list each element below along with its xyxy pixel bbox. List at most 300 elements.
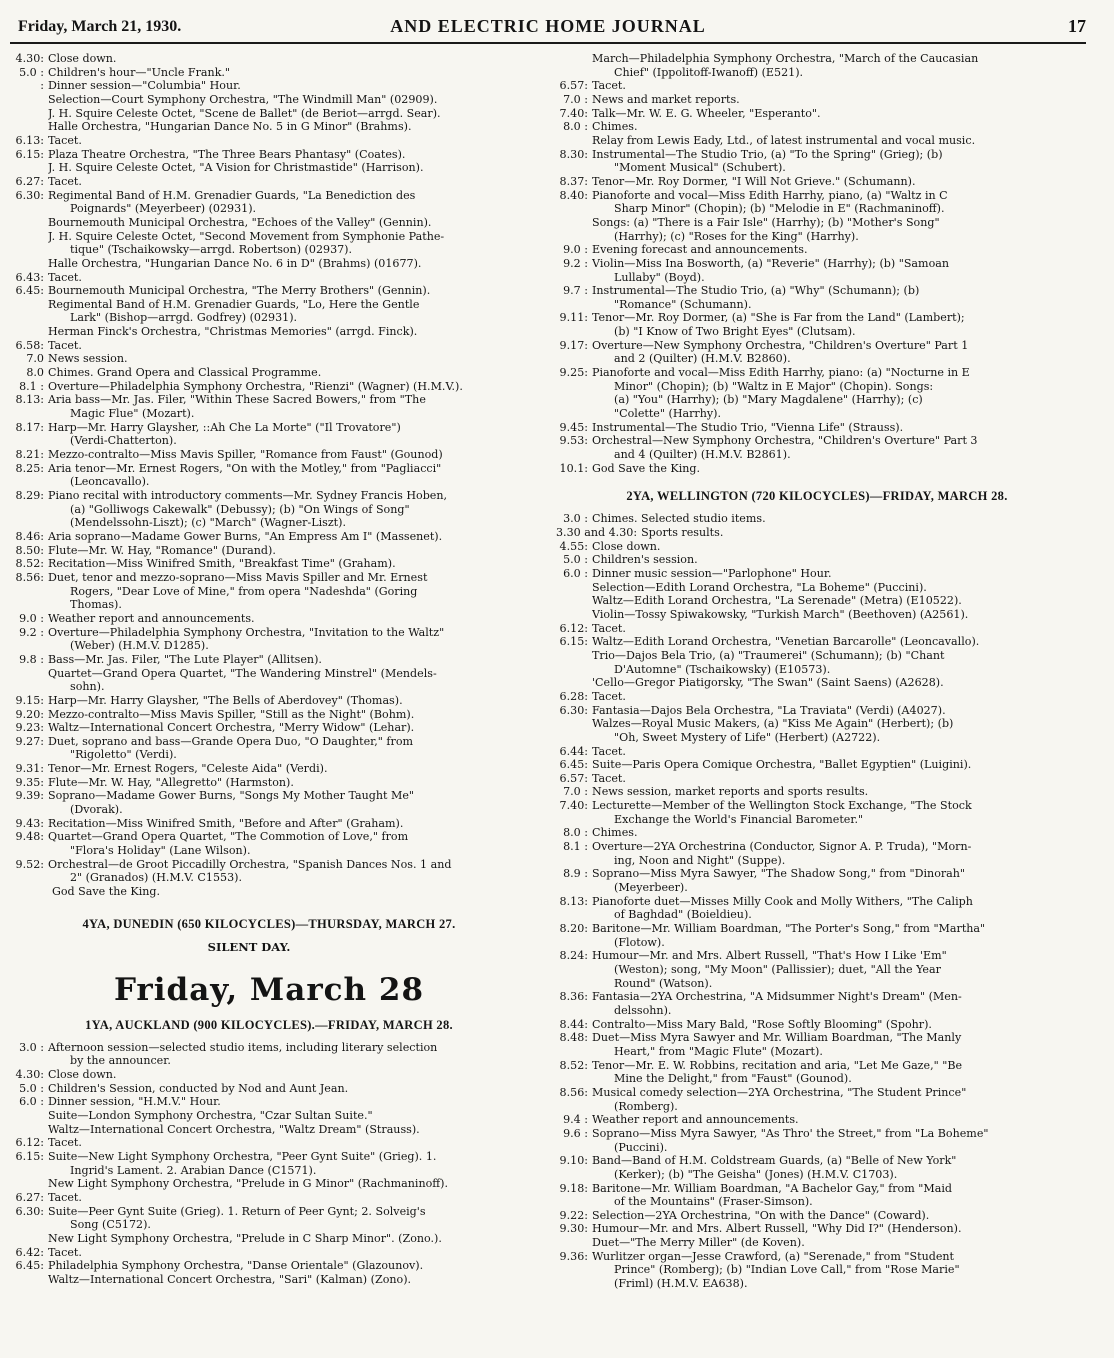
- entry-time: 6.30:: [559, 703, 588, 717]
- entry-time: 6.27:: [15, 1190, 44, 1204]
- entry-text: [592, 366, 1086, 421]
- schedule-entry: [4, 271, 534, 285]
- entry-time: 8.56:: [559, 1085, 588, 1099]
- schedule-entry: [4, 284, 534, 339]
- schedule-entry: [548, 189, 1086, 244]
- schedule-entry: [4, 366, 534, 380]
- schedule-entry: [548, 1154, 1086, 1181]
- entry-time: 5.0 :: [563, 553, 588, 567]
- schedule-entry: [548, 622, 1086, 636]
- entry-line: Heart," from "Magic Flute" (Mozart).: [614, 1044, 823, 1058]
- entry-time: 6.57:: [559, 771, 588, 785]
- entry-line: Chimes.: [592, 826, 638, 840]
- entry-text: [48, 1150, 534, 1191]
- schedule-entry: [548, 949, 1086, 990]
- entry-line: Harp—Mr. Harry Glaysher, "The Bells of Aberdovey" (Thomas).: [48, 693, 403, 707]
- schedule-entry: [4, 489, 534, 530]
- entry-line: Songs: (a) "There is a Fair Isle" (Harrhy); (b) "Mother's Song": [592, 215, 940, 229]
- entry-time: 9.35:: [15, 775, 44, 789]
- entry-text: [592, 785, 1086, 799]
- entry-text: [48, 284, 534, 339]
- entry-line: Suite—Peer Gynt Suite (Grieg). 1. Return of Peer Gynt; 2. Solveig's: [48, 1204, 426, 1218]
- entry-time: 9.10:: [559, 1154, 588, 1168]
- schedule-entry: [548, 1127, 1086, 1154]
- entry-line: Waltz—International Concert Orchestra, "Merry Widow" (Lehar).: [48, 721, 415, 735]
- entry-time: [548, 52, 592, 79]
- entry-time: 8.52:: [15, 557, 44, 571]
- entry-text: [592, 622, 1086, 636]
- wellington-program: [548, 512, 1086, 1290]
- entry-line: Lark" (Bishop—arrgd. Godfrey) (02931).: [70, 311, 298, 325]
- entry-line: Afternoon session—selected studio items, including literary selection: [48, 1040, 438, 1054]
- entry-text: [592, 690, 1086, 704]
- schedule-entry: [4, 134, 534, 148]
- entry-line: Chimes.: [592, 120, 638, 134]
- entry-text: [592, 826, 1086, 840]
- entry-time: 9.23:: [15, 721, 44, 735]
- entry-time: 6.12:: [559, 621, 588, 635]
- header-title: AND ELECTRIC HOME JOURNAL: [390, 16, 706, 36]
- entry-text: [592, 1182, 1086, 1209]
- entry-line: Lullaby" (Boyd).: [614, 270, 705, 284]
- entry-time: 9.48:: [15, 830, 44, 844]
- entry-time: 7.0 :: [563, 92, 588, 106]
- entry-time: 6.0 :: [19, 1095, 44, 1109]
- entry-time: 9.27:: [15, 734, 44, 748]
- entry-line: (Dvorak).: [70, 803, 123, 817]
- entry-time: 8.52:: [559, 1058, 588, 1072]
- entry-text: [48, 571, 534, 612]
- entry-time: 6.57:: [559, 79, 588, 93]
- entry-line: News and market reports.: [592, 92, 740, 106]
- entry-line: Recitation—Miss Winifred Smith, "Before and After" (Graham).: [48, 816, 404, 830]
- schedule-entry: [4, 380, 534, 394]
- schedule-entry: [4, 830, 534, 857]
- entry-time: 9.15:: [15, 693, 44, 707]
- entry-line: Ingrid's Lament. 2. Arabian Dance (C1571).: [70, 1163, 317, 1177]
- entry-time: 6.15:: [15, 1149, 44, 1163]
- entry-line: (Verdi-Chatterton).: [70, 434, 177, 448]
- entry-time: 9.17:: [559, 338, 588, 352]
- entry-line: Children's Session, conducted by Nod and Aunt Jean.: [48, 1081, 349, 1095]
- entry-time: 8.29:: [15, 489, 44, 502]
- entry-time: 9.53:: [559, 434, 588, 448]
- entry-text: [592, 243, 1086, 257]
- entry-text: [48, 189, 534, 271]
- schedule-entry: [4, 1205, 534, 1246]
- entry-line: Poignards" (Meyerbeer) (02931).: [70, 202, 257, 216]
- schedule-entry: [548, 120, 1086, 147]
- entry-line: Weather report and announcements.: [592, 1113, 799, 1127]
- entry-line: Aria soprano—Madame Gower Burns, "An Empress Am I" (Massenet).: [48, 529, 443, 543]
- entry-line: Regimental Band of H.M. Grenadier Guards, "La Benediction des: [48, 188, 416, 202]
- schedule-entry: [548, 512, 1086, 526]
- entry-time: 8.36:: [559, 990, 588, 1004]
- entry-text: [48, 52, 534, 66]
- entry-text: [592, 120, 1086, 147]
- entry-time: 7.40:: [559, 106, 588, 120]
- schedule-entry: [548, 1250, 1086, 1291]
- schedule-entry: [548, 1182, 1086, 1209]
- schedule-entry: [4, 462, 534, 489]
- schedule-entry: [4, 189, 534, 271]
- entry-line: Close down.: [592, 539, 661, 553]
- entry-line: Soprano—Miss Myra Sawyer, "The Shadow Song," from "Dinorah": [592, 867, 966, 881]
- entry-line: Bournemouth Municipal Orchestra, "The Merry Brothers" (Gennin).: [48, 284, 431, 298]
- schedule-entry: [548, 704, 1086, 745]
- schedule-entry: [4, 1259, 534, 1286]
- entry-time: 6.12:: [15, 1136, 44, 1150]
- schedule-entry: [548, 922, 1086, 949]
- entry-text: [48, 1041, 534, 1068]
- entry-text: [592, 257, 1086, 284]
- entry-text: [48, 66, 534, 80]
- schedule-entry: [4, 530, 534, 544]
- entry-line: Trio—Dajos Bela Trio, (a) "Traumerei" (Schumann); (b) "Chant: [592, 648, 945, 662]
- entry-text: [48, 858, 534, 885]
- entry-line: Piano recital with introductory comments—Mr. Sydney Francis Hoben,: [48, 489, 448, 502]
- entry-line: "Moment Musical" (Schubert).: [614, 161, 786, 175]
- entry-line: Soprano—Miss Myra Sawyer, "As Thro' the Street," from "La Boheme": [592, 1126, 989, 1140]
- schedule-entry: [4, 1095, 534, 1136]
- entry-time: 9.8 :: [19, 652, 44, 666]
- entry-text: [592, 93, 1086, 107]
- schedule-entry: [4, 571, 534, 612]
- entry-time: 6.45:: [15, 1259, 44, 1273]
- entry-time: 8.0: [26, 366, 44, 380]
- entry-line: Flute—Mr. W. Hay, "Romance" (Durand).: [48, 543, 276, 557]
- entry-text: [48, 1259, 534, 1286]
- schedule-entry: [548, 758, 1086, 772]
- entry-time: 6.58:: [15, 338, 44, 352]
- entry-line: Tenor—Mr. Roy Dormer, "I Will Not Grieve." (Schumann).: [592, 174, 916, 188]
- entry-text: [592, 512, 1086, 526]
- entry-line: Baritone—Mr. William Boardman, "A Bachelor Gay," from "Maid: [592, 1181, 952, 1195]
- schedule-entry: [548, 93, 1086, 107]
- entry-line: Tacet.: [48, 133, 82, 147]
- entry-time: 9.4 :: [563, 1113, 588, 1127]
- entry-text: [48, 735, 534, 762]
- entry-line: Waltz—International Concert Orchestra, "Waltz Dream" (Strauss).: [48, 1122, 420, 1136]
- entry-line: of Baghdad" (Boieldieu).: [614, 908, 752, 922]
- entry-line: Selection—Edith Lorand Orchestra, "La Boheme" (Puccini).: [592, 580, 927, 594]
- entry-time: 4.30:: [15, 52, 44, 65]
- entry-line: Prince" (Romberg); (b) "Indian Love Call," from "Rose Marie": [614, 1263, 960, 1277]
- entry-line: (Meyerbeer).: [614, 881, 688, 895]
- entry-text: [592, 567, 1086, 622]
- entry-time: 6.15:: [15, 147, 44, 161]
- entry-line: Duet—Miss Myra Sawyer and Mr. William Boardman, "The Manly: [592, 1031, 962, 1045]
- entry-time: 9.39:: [15, 789, 44, 803]
- entry-text: [592, 922, 1086, 949]
- entry-time: 9.45:: [559, 420, 588, 434]
- entry-line: Quartet—Grand Opera Quartet, "The Wandering Minstrel" (Mendels-: [48, 666, 437, 680]
- entry-line: Tacet.: [48, 338, 82, 352]
- entry-time: 6.42:: [15, 1245, 44, 1259]
- entry-text: [592, 745, 1086, 759]
- entry-line: (Romberg).: [614, 1099, 678, 1113]
- entry-time: 6.27:: [15, 174, 44, 188]
- schedule-entry: [4, 1246, 534, 1260]
- entry-text: [592, 840, 1086, 867]
- entry-line: News session.: [48, 352, 128, 366]
- entry-text: [48, 339, 534, 353]
- schedule-entry: [548, 567, 1086, 622]
- entry-text: [592, 52, 1086, 79]
- entry-line: Suite—New Light Symphony Orchestra, "Peer Gynt Suite" (Grieg). 1.: [48, 1149, 437, 1163]
- entry-line: Bass—Mr. Jas. Filer, "The Lute Player" (Allitsen).: [48, 652, 322, 666]
- entry-line: "Romance" (Schumann).: [614, 297, 752, 311]
- entry-time: 9.22:: [559, 1208, 588, 1222]
- entry-time: :: [40, 79, 44, 93]
- entry-line: Talk—Mr. W. E. G. Wheeler, "Esperanto".: [592, 106, 821, 120]
- entry-time: 9.52:: [15, 857, 44, 871]
- entry-text: [48, 366, 534, 380]
- schedule-entry: [548, 1059, 1086, 1086]
- entry-line: Tacet.: [48, 1136, 82, 1150]
- entry-text: [592, 867, 1086, 894]
- entry-text: [48, 557, 534, 571]
- entry-text: [592, 799, 1086, 826]
- entry-line: Sports results.: [641, 526, 724, 539]
- schedule-entry: [548, 462, 1086, 476]
- entry-line: Dinner music session—"Parlophone" Hour.: [592, 566, 832, 580]
- left-column: [4, 52, 534, 1287]
- entry-time: 8.9 :: [563, 867, 588, 881]
- entry-line: "Oh, Sweet Mystery of Life" (Herbert) (A2722).: [614, 730, 881, 744]
- christchurch-program-continued: [4, 52, 534, 885]
- entry-line: Plaza Theatre Orchestra, "The Three Bears Phantasy" (Coates).: [48, 147, 406, 161]
- schedule-entry: [4, 52, 534, 66]
- right-column: [548, 52, 1086, 1291]
- entry-time: 9.31:: [15, 762, 44, 776]
- entry-line: Waltz—International Concert Orchestra, "Sari" (Kalman) (Zono).: [48, 1272, 412, 1286]
- schedule-entry: [4, 1041, 534, 1068]
- entry-line: Humour—Mr. and Mrs. Albert Russell, "Why Did I?" (Henderson).: [592, 1222, 962, 1236]
- entry-line: sohn).: [70, 680, 105, 694]
- entry-time: 8.21:: [15, 448, 44, 462]
- entry-text: [48, 530, 534, 544]
- entry-text: [592, 339, 1086, 366]
- entry-time: 8.56:: [15, 570, 44, 584]
- auckland-program-continued: [548, 52, 1086, 475]
- entry-line: Fantasia—Dajos Bela Orchestra, "La Traviata" (Verdi) (A4027).: [592, 703, 946, 717]
- entry-time: 6.44:: [559, 744, 588, 758]
- entry-time: 8.0 :: [563, 826, 588, 840]
- entry-line: Close down.: [48, 52, 117, 65]
- entry-text: [48, 175, 534, 189]
- entry-text: [592, 553, 1086, 567]
- entry-line: Tenor—Mr. Roy Dormer, (a) "She is Far from the Land" (Lambert);: [592, 311, 965, 325]
- entry-text: [48, 448, 534, 462]
- schedule-entry: [548, 257, 1086, 284]
- schedule-entry: [548, 990, 1086, 1017]
- entry-text: [592, 175, 1086, 189]
- entry-time: 9.0 :: [19, 611, 44, 625]
- god-save-the-king: God Save the King.: [52, 885, 161, 899]
- entry-time: 6.43:: [15, 270, 44, 284]
- schedule-entry: [548, 311, 1086, 338]
- entry-line: Relay from Lewis Eady, Ltd., of latest instrumental and vocal music.: [592, 133, 976, 147]
- entry-line: (a) "You" (Harrhy); (b) "Mary Magdalene" (Harrhy); (c): [614, 393, 923, 407]
- entry-line: (Friml) (H.M.V. EA638).: [614, 1277, 748, 1291]
- friday-heading: Friday, March 28: [113, 971, 425, 1008]
- schedule-entry: [548, 284, 1086, 311]
- schedule-entry: [548, 799, 1086, 826]
- entry-line: Pianoforte duet—Misses Milly Cook and Molly Withers, "The Caliph: [592, 894, 973, 908]
- entry-line: Tacet.: [592, 689, 626, 703]
- entry-line: (Mendelssohn-Liszt); (c) "March" (Wagner-Liszt).: [70, 516, 346, 530]
- entry-text: [48, 393, 534, 420]
- entry-text: [592, 1018, 1086, 1032]
- entry-line: Bournemouth Municipal Orchestra, "Echoes of the Valley" (Gennin).: [48, 215, 432, 229]
- entry-text: [592, 1031, 1086, 1058]
- entry-line: "Colette" (Harrhy).: [614, 407, 721, 421]
- entry-line: God Save the King.: [592, 461, 701, 475]
- schedule-entry: [4, 66, 534, 80]
- entry-line: March—Philadelphia Symphony Orchestra, "March of the Caucasian: [592, 52, 979, 65]
- entry-time: 8.13:: [559, 894, 588, 908]
- entry-time: 6.13:: [15, 133, 44, 147]
- entry-line: Children's session.: [592, 553, 698, 567]
- entry-line: Selection—2YA Orchestrina, "On with the Dance" (Coward).: [592, 1208, 930, 1222]
- entry-text: [48, 1082, 534, 1096]
- silent-day: SILENT DAY.: [207, 939, 291, 954]
- entry-line: of the Mountains" (Fraser-Simson).: [614, 1195, 813, 1209]
- entry-time: 4.55:: [559, 539, 588, 553]
- entry-line: Mezzo-contralto—Miss Mavis Spiller, "Romance from Faust" (Gounod): [48, 448, 443, 462]
- entry-text: [592, 148, 1086, 175]
- entry-text: [48, 148, 534, 175]
- entry-line: Tacet.: [48, 174, 82, 188]
- entry-line: New Light Symphony Orchestra, "Prelude in G Minor" (Rachmaninoff).: [48, 1177, 449, 1191]
- entry-line: Minor" (Chopin); (b) "Waltz in E Major" (Chopin). Songs:: [614, 379, 934, 393]
- entry-line: ing, Noon and Night" (Suppe).: [614, 853, 786, 867]
- entry-line: Tenor—Mr. E. W. Robbins, recitation and aria, "Let Me Gaze," "Be: [592, 1058, 963, 1072]
- entry-line: Dinner session, "H.M.V." Hour.: [48, 1095, 221, 1109]
- schedule-entry: [548, 785, 1086, 799]
- schedule-entry: [548, 1018, 1086, 1032]
- entry-text: [592, 772, 1086, 786]
- entry-line: Tenor—Mr. Ernest Rogers, "Celeste Aida" (Verdi).: [48, 762, 328, 776]
- entry-line: Waltz—Edith Lorand Orchestra, "Venetian Barcarolle" (Leoncavallo).: [592, 635, 980, 649]
- entry-text: [592, 434, 1086, 461]
- entry-line: and 2 (Quilter) (H.M.V. B2860).: [614, 352, 791, 366]
- entry-line: Overture—Philadelphia Symphony Orchestra, "Rienzi" (Wagner) (H.M.V.).: [48, 379, 463, 393]
- entry-text: [48, 352, 534, 366]
- entry-line: Overture—Philadelphia Symphony Orchestra, "Invitation to the Waltz": [48, 625, 445, 639]
- entry-line: (Leoncavallo).: [70, 475, 150, 489]
- entry-text: [592, 758, 1086, 772]
- entry-text: [48, 789, 534, 816]
- entry-text: [592, 704, 1086, 745]
- schedule-entry: [548, 1209, 1086, 1223]
- entry-time: 8.46:: [15, 529, 44, 543]
- entry-time: 8.1 :: [19, 379, 44, 393]
- entry-text: [48, 134, 534, 148]
- page-number: 17: [1068, 16, 1086, 36]
- entry-line: D'Automne" (Tschaikowsky) (E10573).: [614, 662, 831, 676]
- entry-text: [592, 79, 1086, 93]
- auckland-heading: 1YA, AUCKLAND (900 KILOCYCLES).—FRIDAY, MARCH 28.: [85, 1017, 453, 1032]
- entry-line: Song (C5172).: [70, 1218, 151, 1232]
- schedule-entry: [548, 107, 1086, 121]
- entry-line: Quartet—Grand Opera Quartet, "The Commotion of Love," from: [48, 830, 409, 844]
- entry-line: Instrumental—The Studio Trio, (a) "Why" (Schumann); (b): [592, 284, 920, 298]
- entry-time: 3.30 and 4.30:: [556, 526, 638, 539]
- entry-time: 8.1 :: [563, 840, 588, 854]
- entry-text: [641, 526, 1086, 540]
- entry-line: 2" (Granados) (H.M.V. C1553).: [70, 871, 242, 885]
- schedule-entry: [4, 789, 534, 816]
- entry-text: [48, 653, 534, 694]
- entry-line: Chimes. Grand Opera and Classical Programme.: [48, 366, 322, 380]
- schedule-entry: [548, 526, 1086, 540]
- entry-text: [592, 540, 1086, 554]
- entry-time: 9.11:: [559, 311, 588, 325]
- schedule-entry: [4, 175, 534, 189]
- entry-time: 8.25:: [15, 461, 44, 475]
- schedule-entry: [548, 148, 1086, 175]
- schedule-entry: [548, 366, 1086, 421]
- schedule-entry: [548, 1086, 1086, 1113]
- entry-line: "Flora's Holiday" (Lane Wilson).: [70, 844, 251, 858]
- entry-time: 9.2 :: [19, 625, 44, 639]
- entry-line: Walzes—Royal Music Makers, (a) "Kiss Me Again" (Herbert); (b): [592, 717, 954, 731]
- entry-text: [48, 612, 534, 626]
- entry-time: 6.30:: [15, 188, 44, 202]
- schedule-entry: [548, 175, 1086, 189]
- entry-line: 'Cello—Gregor Piatigorsky, "The Swan" (Saint Saens) (A2628).: [592, 676, 944, 690]
- entry-line: Harp—Mr. Harry Glaysher, ::Ah Che La Morte" ("Il Trovatore"): [48, 420, 401, 434]
- entry-text: [592, 949, 1086, 990]
- schedule-entry: [4, 762, 534, 776]
- entry-text: [48, 79, 534, 134]
- schedule-entry: [548, 635, 1086, 690]
- entry-text: [48, 462, 534, 489]
- entry-text: [592, 1222, 1086, 1249]
- entry-line: Contralto—Miss Mary Bald, "Rose Softly Blooming" (Spohr).: [592, 1017, 932, 1031]
- entry-line: Halle Orchestra, "Hungarian Dance No. 6 in D" (Brahms) (01677).: [48, 256, 422, 270]
- entry-line: (Kerker); (b) "The Geisha" (Jones) (H.M.V. C1703).: [614, 1167, 898, 1181]
- entry-text: [48, 1191, 534, 1205]
- schedule-entry: [548, 79, 1086, 93]
- entry-text: [48, 271, 534, 285]
- entry-line: Tacet.: [592, 744, 626, 758]
- entry-line: Overture—New Symphony Orchestra, "Children's Overture" Part 1: [592, 338, 969, 352]
- schedule-entry: [548, 339, 1086, 366]
- entry-text: [48, 708, 534, 722]
- entry-line: Evening forecast and announcements.: [592, 243, 808, 257]
- entry-text: [48, 762, 534, 776]
- entry-text: [48, 1246, 534, 1260]
- entry-text: [48, 544, 534, 558]
- entry-time: 3.0 :: [563, 512, 588, 526]
- entry-line: News session, market reports and sports results.: [592, 785, 869, 799]
- entry-line: Tacet.: [592, 79, 626, 93]
- entry-line: Band—Band of H.M. Coldstream Guards, (a) "Belle of New York": [592, 1154, 957, 1168]
- schedule-entry: [548, 243, 1086, 257]
- entry-line: Chimes. Selected studio items.: [592, 512, 766, 526]
- schedule-entry: [548, 553, 1086, 567]
- entry-text: [48, 721, 534, 735]
- entry-line: Aria bass—Mr. Jas. Filer, "Within These Sacred Bowers," from "The: [48, 393, 426, 407]
- page-header: [10, 14, 1086, 44]
- schedule-entry: [4, 612, 534, 626]
- entry-line: tique" (Tschaikowsky—arrgd. Robertson) (02937).: [70, 243, 353, 257]
- schedule-entry: [548, 434, 1086, 461]
- entry-time: 9.18:: [559, 1181, 588, 1195]
